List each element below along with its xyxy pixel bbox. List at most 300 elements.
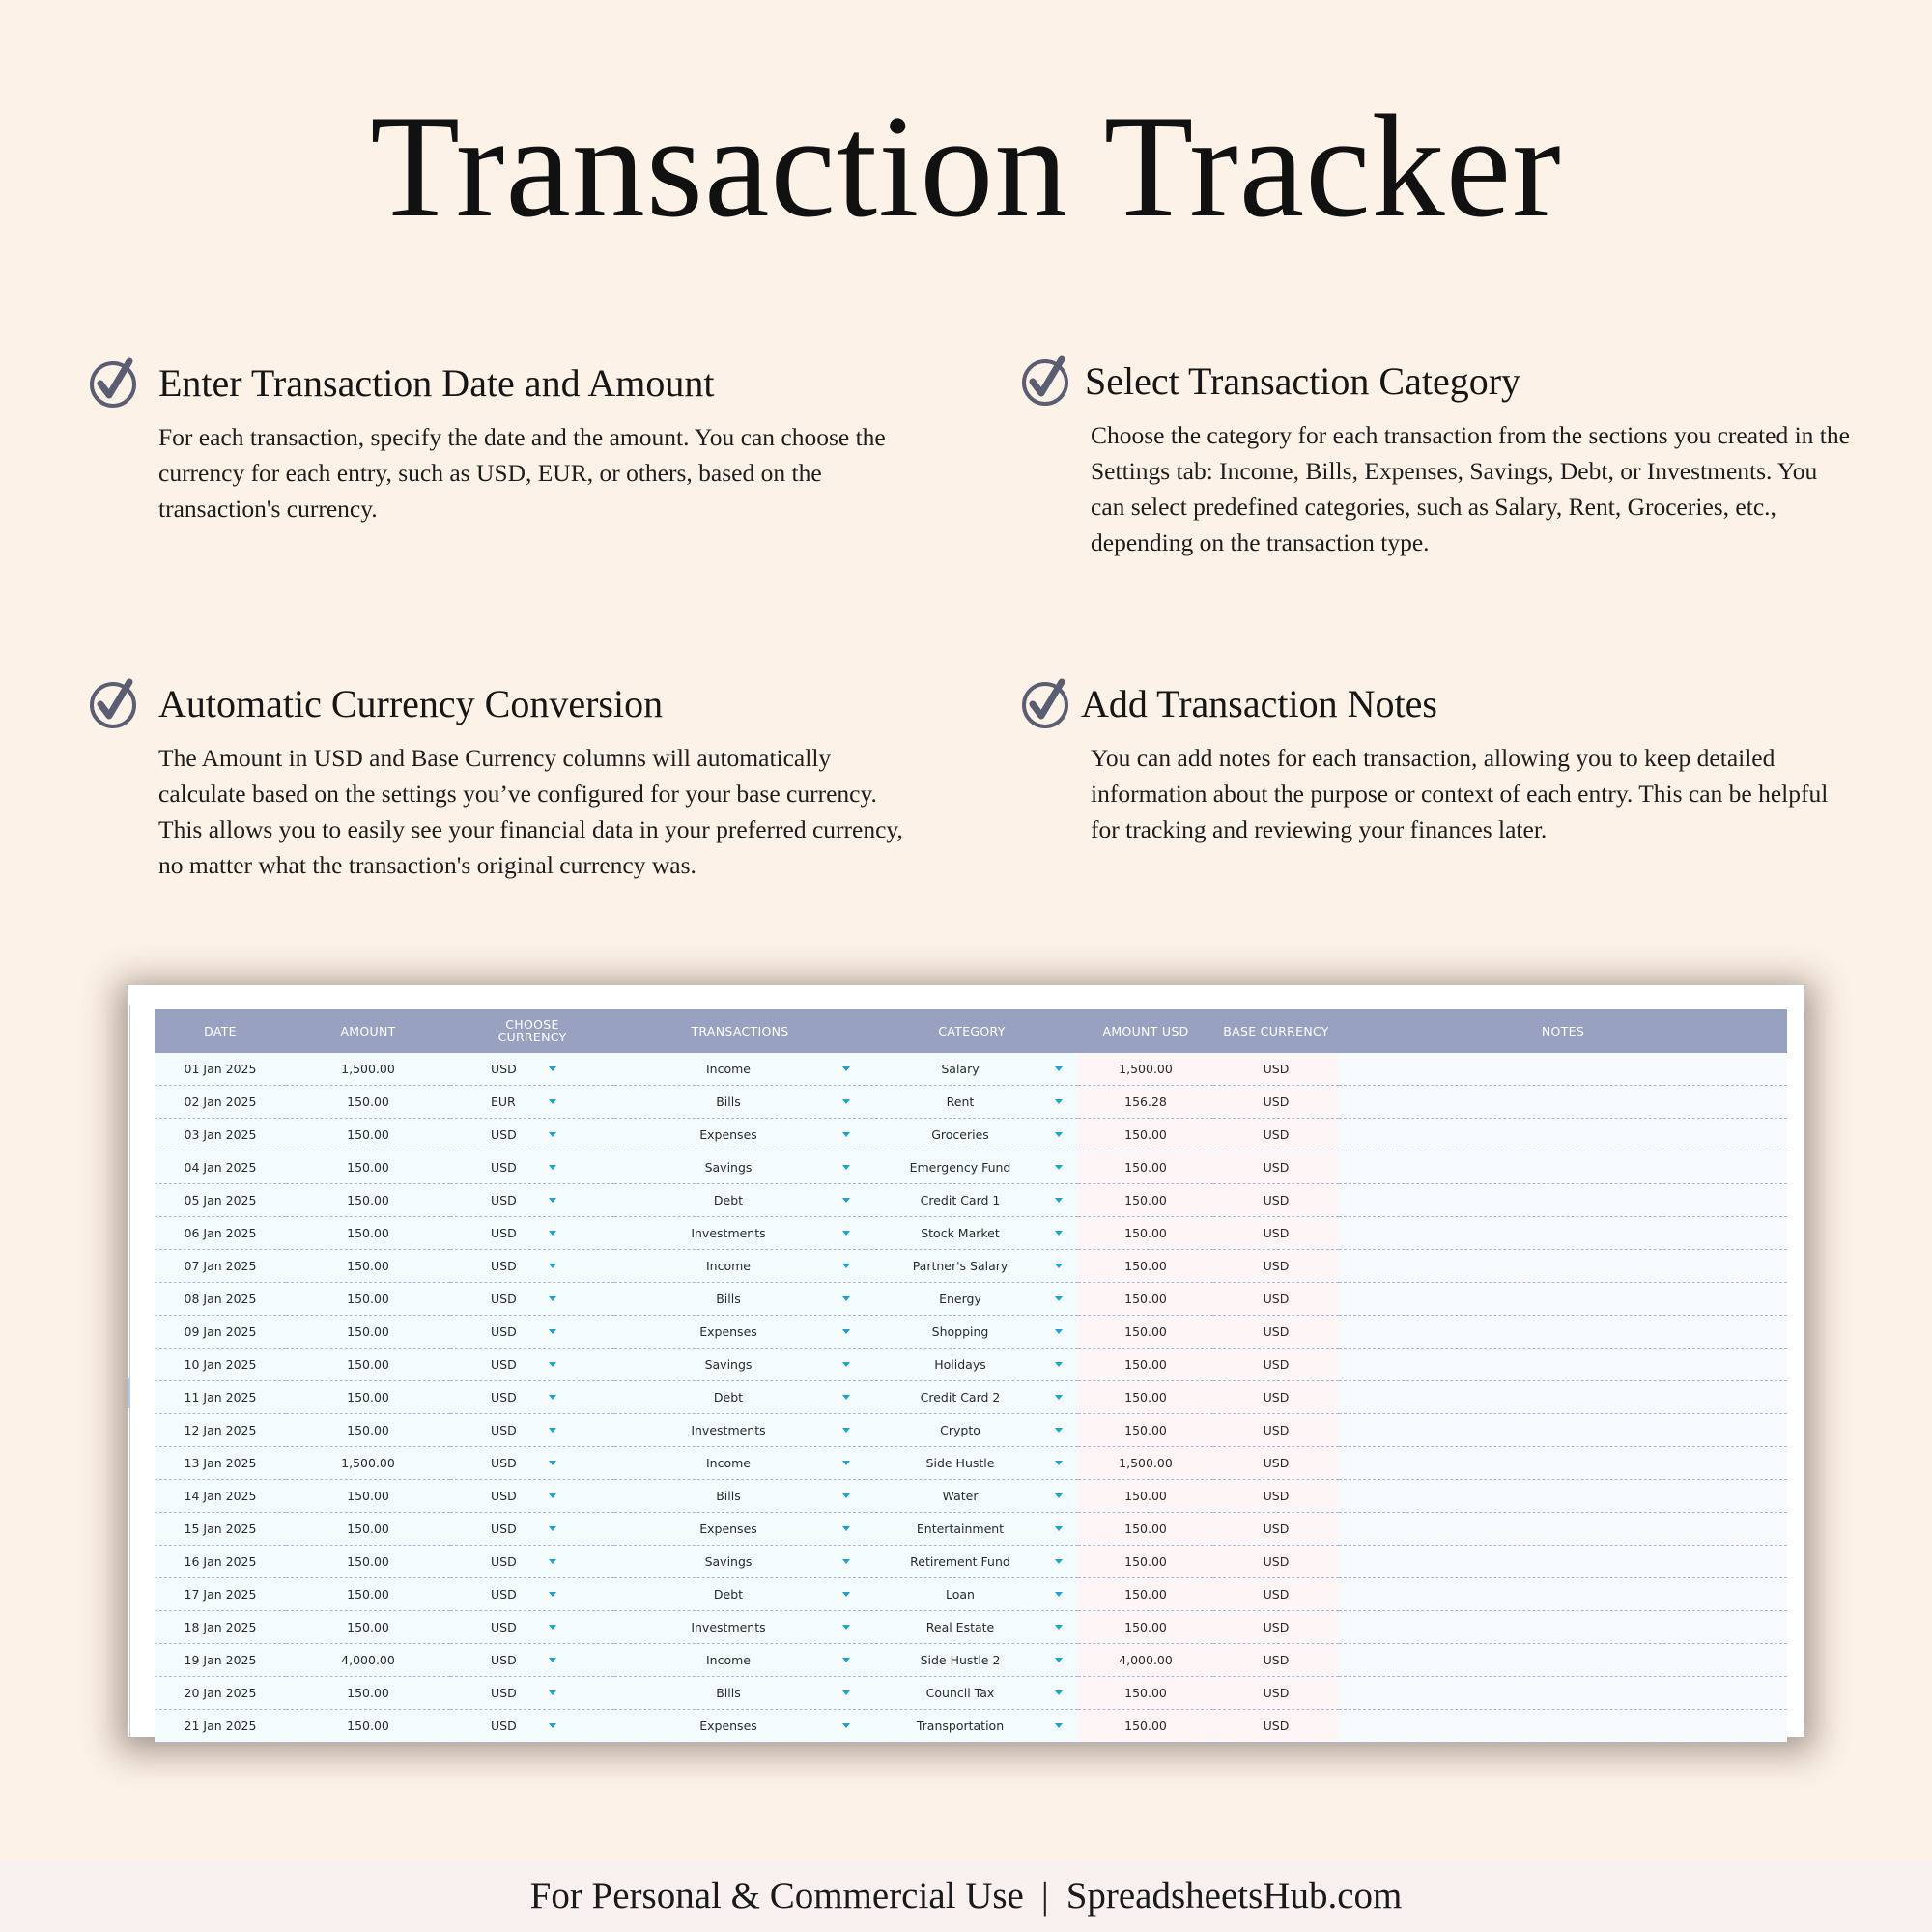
- currency-dropdown[interactable]: [450, 1283, 614, 1316]
- dropdown-arrow-icon[interactable]: [1055, 1296, 1063, 1301]
- transaction-type-dropdown[interactable]: [614, 1316, 866, 1349]
- date-cell[interactable]: 18 Jan 2025: [155, 1611, 286, 1644]
- category-dropdown[interactable]: [866, 1710, 1078, 1743]
- date-cell[interactable]: 01 Jan 2025: [155, 1053, 286, 1086]
- category-dropdown[interactable]: [866, 1250, 1078, 1283]
- check-circle-icon: [1021, 355, 1071, 406]
- amount-cell[interactable]: 4,000.00: [286, 1644, 450, 1677]
- currency-dropdown[interactable]: [450, 1250, 614, 1283]
- notes-cell[interactable]: [1339, 1611, 1787, 1644]
- transaction-type-dropdown[interactable]: [614, 1381, 866, 1414]
- currency-dropdown[interactable]: [450, 1513, 614, 1546]
- dropdown-arrow-icon[interactable]: [842, 1658, 850, 1662]
- dropdown-arrow-icon[interactable]: [842, 1329, 850, 1334]
- spreadsheet-preview: [128, 985, 1804, 1737]
- notes-cell[interactable]: [1339, 1447, 1787, 1480]
- notes-cell[interactable]: [1339, 1119, 1787, 1151]
- dropdown-arrow-icon[interactable]: [1055, 1559, 1063, 1564]
- dropdown-arrow-icon[interactable]: [549, 1559, 556, 1564]
- dropdown-arrow-icon[interactable]: [842, 1099, 850, 1104]
- currency-dropdown[interactable]: [450, 1710, 614, 1743]
- dropdown-arrow-icon[interactable]: [549, 1231, 556, 1236]
- table-row: [155, 1578, 1787, 1611]
- dropdown-value: Council Tax: [925, 1686, 995, 1700]
- dropdown-arrow-icon[interactable]: [1055, 1132, 1063, 1137]
- currency-dropdown[interactable]: [450, 1381, 614, 1414]
- date-cell[interactable]: 16 Jan 2025: [155, 1546, 286, 1578]
- dropdown-value: Savings: [704, 1357, 753, 1372]
- table-row: [155, 1283, 1787, 1316]
- amount-usd-cell: 150.00: [1078, 1250, 1213, 1283]
- date-cell[interactable]: 11 Jan 2025: [155, 1381, 286, 1414]
- table-row: [155, 1151, 1787, 1184]
- dropdown-arrow-icon[interactable]: [842, 1428, 850, 1433]
- transaction-type-dropdown[interactable]: [614, 1414, 866, 1447]
- dropdown-arrow-icon[interactable]: [842, 1723, 850, 1728]
- dropdown-value: Side Hustle: [925, 1456, 995, 1470]
- notes-cell[interactable]: [1339, 1480, 1787, 1513]
- currency-dropdown[interactable]: [450, 1480, 614, 1513]
- date-cell[interactable]: 05 Jan 2025: [155, 1184, 286, 1217]
- notes-cell[interactable]: [1339, 1184, 1787, 1217]
- amount-usd-cell: 150.00: [1078, 1151, 1213, 1184]
- table-row: [155, 1119, 1787, 1151]
- dropdown-value: USD: [491, 1456, 517, 1470]
- amount-usd-cell: 150.00: [1078, 1283, 1213, 1316]
- date-cell[interactable]: 07 Jan 2025: [155, 1250, 286, 1283]
- dropdown-value: Partner's Salary: [912, 1259, 1009, 1273]
- feature-body: The Amount in USD and Base Currency columns will automatically calculate based on the settings you’ve configured for your base currency. This allows you to easily see your financial data in your preferred currency, no matter what the transaction's original currency was.: [158, 744, 903, 879]
- currency-dropdown[interactable]: [450, 1578, 614, 1611]
- dropdown-arrow-icon[interactable]: [549, 1493, 556, 1498]
- transaction-type-dropdown[interactable]: [614, 1250, 866, 1283]
- transaction-type-dropdown[interactable]: [614, 1710, 866, 1743]
- dropdown-arrow-icon[interactable]: [1055, 1526, 1063, 1531]
- currency-dropdown[interactable]: [450, 1119, 614, 1151]
- amount-usd-cell: 150.00: [1078, 1119, 1213, 1151]
- dropdown-arrow-icon[interactable]: [842, 1461, 850, 1465]
- dropdown-arrow-icon[interactable]: [1055, 1231, 1063, 1236]
- table-row: [155, 1414, 1787, 1447]
- transaction-type-dropdown[interactable]: [614, 1086, 866, 1119]
- dropdown-arrow-icon[interactable]: [842, 1690, 850, 1695]
- amount-usd-cell: 150.00: [1078, 1677, 1213, 1710]
- date-cell[interactable]: 20 Jan 2025: [155, 1677, 286, 1710]
- date-cell[interactable]: 13 Jan 2025: [155, 1447, 286, 1480]
- amount-cell[interactable]: 150.00: [286, 1710, 450, 1743]
- amount-usd-cell: 150.00: [1078, 1184, 1213, 1217]
- footer-website-link[interactable]: SpreadsheetsHub.com: [1065, 1875, 1403, 1917]
- dropdown-arrow-icon[interactable]: [1055, 1362, 1063, 1367]
- category-dropdown[interactable]: [866, 1184, 1078, 1217]
- table-row: [155, 1217, 1787, 1250]
- amount-cell[interactable]: 150.00: [286, 1677, 450, 1710]
- dropdown-arrow-icon[interactable]: [549, 1723, 556, 1728]
- category-dropdown[interactable]: [866, 1119, 1078, 1151]
- dropdown-arrow-icon[interactable]: [842, 1493, 850, 1498]
- amount-cell[interactable]: 150.00: [286, 1119, 450, 1151]
- date-cell[interactable]: 10 Jan 2025: [155, 1349, 286, 1381]
- currency-dropdown[interactable]: [450, 1644, 614, 1677]
- currency-dropdown[interactable]: [450, 1414, 614, 1447]
- dropdown-value: Debt: [713, 1193, 744, 1208]
- transaction-type-dropdown[interactable]: [614, 1119, 866, 1151]
- base-currency-cell: USD: [1213, 1710, 1339, 1743]
- dropdown-arrow-icon[interactable]: [842, 1559, 850, 1564]
- notes-cell[interactable]: [1339, 1250, 1787, 1283]
- currency-dropdown[interactable]: [450, 1316, 614, 1349]
- dropdown-arrow-icon[interactable]: [842, 1592, 850, 1597]
- currency-dropdown[interactable]: [450, 1053, 614, 1086]
- date-cell[interactable]: 02 Jan 2025: [155, 1086, 286, 1119]
- currency-dropdown[interactable]: [450, 1447, 614, 1480]
- transaction-type-dropdown[interactable]: [614, 1644, 866, 1677]
- dropdown-value: USD: [491, 1062, 517, 1076]
- dropdown-arrow-icon[interactable]: [1055, 1723, 1063, 1728]
- amount-cell[interactable]: 150.00: [286, 1283, 450, 1316]
- amount-usd-cell: 150.00: [1078, 1316, 1213, 1349]
- check-circle-icon: [89, 357, 139, 408]
- amount-cell[interactable]: 150.00: [286, 1546, 450, 1578]
- dropdown-value: Side Hustle 2: [920, 1653, 1001, 1667]
- notes-cell[interactable]: [1339, 1513, 1787, 1546]
- base-currency-cell: USD: [1213, 1119, 1339, 1151]
- dropdown-value: Real Estate: [925, 1620, 995, 1634]
- category-dropdown[interactable]: [866, 1480, 1078, 1513]
- amount-cell[interactable]: 150.00: [286, 1513, 450, 1546]
- dropdown-value: USD: [491, 1653, 517, 1667]
- table-body: [155, 1053, 1787, 1743]
- table-row: [155, 1447, 1787, 1480]
- dropdown-arrow-icon[interactable]: [549, 1526, 556, 1531]
- base-currency-cell: USD: [1213, 1611, 1339, 1644]
- amount-cell[interactable]: 150.00: [286, 1151, 450, 1184]
- dropdown-value: USD: [491, 1620, 517, 1634]
- dropdown-value: EUR: [491, 1094, 516, 1109]
- dropdown-arrow-icon[interactable]: [1055, 1395, 1063, 1400]
- category-dropdown[interactable]: [866, 1086, 1078, 1119]
- amount-cell[interactable]: 150.00: [286, 1316, 450, 1349]
- feature-heading: Add Transaction Notes: [1081, 682, 1437, 725]
- dropdown-value: Bills: [716, 1686, 741, 1700]
- dropdown-value: Energy: [939, 1292, 981, 1306]
- feature-body: For each transaction, specify the date and the amount. You can choose the currency for each entry, such as USD, EUR, or others, based on the transaction's currency.: [158, 423, 886, 523]
- base-currency-cell: USD: [1213, 1546, 1339, 1578]
- feature-heading: Select Transaction Category: [1085, 359, 1521, 403]
- category-dropdown[interactable]: [866, 1644, 1078, 1677]
- dropdown-arrow-icon[interactable]: [549, 1066, 556, 1071]
- base-currency-cell: USD: [1213, 1349, 1339, 1381]
- dropdown-arrow-icon[interactable]: [549, 1264, 556, 1268]
- dropdown-value: USD: [491, 1160, 517, 1175]
- table-row: [155, 1513, 1787, 1546]
- date-cell[interactable]: 17 Jan 2025: [155, 1578, 286, 1611]
- dropdown-value: USD: [491, 1686, 517, 1700]
- category-dropdown[interactable]: [866, 1283, 1078, 1316]
- dropdown-arrow-icon[interactable]: [1055, 1461, 1063, 1465]
- amount-usd-cell: 1,500.00: [1078, 1053, 1213, 1086]
- amount-cell[interactable]: 1,500.00: [286, 1053, 450, 1086]
- dropdown-value: Credit Card 1: [920, 1193, 1001, 1208]
- notes-cell[interactable]: [1339, 1217, 1787, 1250]
- dropdown-value: Bills: [716, 1292, 741, 1306]
- notes-cell[interactable]: [1339, 1578, 1787, 1611]
- date-cell[interactable]: 19 Jan 2025: [155, 1644, 286, 1677]
- transaction-type-dropdown[interactable]: [614, 1349, 866, 1381]
- amount-cell[interactable]: 150.00: [286, 1611, 450, 1644]
- dropdown-arrow-icon[interactable]: [1055, 1165, 1063, 1170]
- dropdown-arrow-icon[interactable]: [549, 1395, 556, 1400]
- date-cell[interactable]: 15 Jan 2025: [155, 1513, 286, 1546]
- category-dropdown[interactable]: [866, 1677, 1078, 1710]
- transactions-table: [155, 1009, 1787, 1743]
- dropdown-value: Investments: [691, 1620, 766, 1634]
- dropdown-arrow-icon[interactable]: [1055, 1658, 1063, 1662]
- amount-cell[interactable]: 150.00: [286, 1480, 450, 1513]
- table-row: [155, 1086, 1787, 1119]
- dropdown-arrow-icon[interactable]: [1055, 1329, 1063, 1334]
- dropdown-value: Income: [706, 1653, 751, 1667]
- dropdown-arrow-icon[interactable]: [549, 1099, 556, 1104]
- notes-cell[interactable]: [1339, 1086, 1787, 1119]
- dropdown-arrow-icon[interactable]: [549, 1658, 556, 1662]
- dropdown-value: Savings: [704, 1554, 753, 1569]
- dropdown-value: Bills: [716, 1094, 741, 1109]
- table-row: [155, 1250, 1787, 1283]
- date-cell[interactable]: 04 Jan 2025: [155, 1151, 286, 1184]
- currency-dropdown[interactable]: [450, 1611, 614, 1644]
- dropdown-arrow-icon[interactable]: [549, 1362, 556, 1367]
- notes-cell[interactable]: [1339, 1349, 1787, 1381]
- dropdown-arrow-icon[interactable]: [549, 1625, 556, 1630]
- dropdown-value: Expenses: [699, 1521, 757, 1536]
- dropdown-arrow-icon[interactable]: [842, 1395, 850, 1400]
- notes-cell[interactable]: [1339, 1710, 1787, 1743]
- dropdown-value: Emergency Fund: [909, 1160, 1011, 1175]
- date-cell[interactable]: 12 Jan 2025: [155, 1414, 286, 1447]
- dropdown-value: Entertainment: [916, 1521, 1005, 1536]
- notes-cell[interactable]: [1339, 1283, 1787, 1316]
- footer-separator: |: [1040, 1875, 1049, 1917]
- amount-usd-cell: 150.00: [1078, 1546, 1213, 1578]
- dropdown-value: Expenses: [699, 1127, 757, 1142]
- notes-cell[interactable]: [1339, 1151, 1787, 1184]
- dropdown-arrow-icon[interactable]: [842, 1296, 850, 1301]
- dropdown-arrow-icon[interactable]: [842, 1231, 850, 1236]
- dropdown-value: Loan: [946, 1587, 975, 1602]
- dropdown-arrow-icon[interactable]: [842, 1165, 850, 1170]
- transaction-type-dropdown[interactable]: [614, 1611, 866, 1644]
- dropdown-value: Expenses: [699, 1324, 757, 1339]
- dropdown-arrow-icon[interactable]: [1055, 1264, 1063, 1268]
- date-cell[interactable]: 21 Jan 2025: [155, 1710, 286, 1743]
- category-dropdown[interactable]: [866, 1349, 1078, 1381]
- amount-usd-cell: 150.00: [1078, 1710, 1213, 1743]
- dropdown-arrow-icon[interactable]: [1055, 1099, 1063, 1104]
- category-dropdown[interactable]: [866, 1611, 1078, 1644]
- dropdown-arrow-icon[interactable]: [549, 1198, 556, 1203]
- category-dropdown[interactable]: [866, 1546, 1078, 1578]
- amount-cell[interactable]: 150.00: [286, 1250, 450, 1283]
- dropdown-value: USD: [491, 1719, 517, 1733]
- dropdown-arrow-icon[interactable]: [842, 1132, 850, 1137]
- dropdown-value: USD: [491, 1489, 517, 1503]
- dropdown-arrow-icon[interactable]: [549, 1296, 556, 1301]
- dropdown-value: Groceries: [931, 1127, 989, 1142]
- category-dropdown[interactable]: [866, 1381, 1078, 1414]
- dropdown-value: Investments: [691, 1423, 766, 1437]
- amount-cell[interactable]: 150.00: [286, 1184, 450, 1217]
- dropdown-arrow-icon[interactable]: [1055, 1066, 1063, 1071]
- notes-cell[interactable]: [1339, 1414, 1787, 1447]
- dropdown-value: Stock Market: [921, 1226, 1000, 1240]
- dropdown-value: Income: [706, 1259, 751, 1273]
- header-base-currency: BASE CURRENCY: [1213, 1009, 1339, 1053]
- category-dropdown[interactable]: [866, 1151, 1078, 1184]
- dropdown-arrow-icon[interactable]: [842, 1066, 850, 1071]
- dropdown-value: Investments: [691, 1226, 766, 1240]
- amount-usd-cell: 4,000.00: [1078, 1644, 1213, 1677]
- header-category: CATEGORY: [866, 1009, 1078, 1053]
- base-currency-cell: USD: [1213, 1644, 1339, 1677]
- notes-cell[interactable]: [1339, 1546, 1787, 1578]
- dropdown-arrow-icon[interactable]: [549, 1428, 556, 1433]
- dropdown-arrow-icon[interactable]: [842, 1264, 850, 1268]
- transaction-type-dropdown[interactable]: [614, 1151, 866, 1184]
- dropdown-arrow-icon[interactable]: [842, 1526, 850, 1531]
- amount-cell[interactable]: 150.00: [286, 1578, 450, 1611]
- dropdown-value: Savings: [704, 1160, 753, 1175]
- dropdown-arrow-icon[interactable]: [842, 1362, 850, 1367]
- feature-heading: Automatic Currency Conversion: [158, 682, 664, 725]
- dropdown-value: USD: [491, 1587, 517, 1602]
- dropdown-arrow-icon[interactable]: [1055, 1592, 1063, 1597]
- amount-usd-cell: 150.00: [1078, 1513, 1213, 1546]
- dropdown-arrow-icon[interactable]: [549, 1690, 556, 1695]
- dropdown-value: Holidays: [934, 1357, 986, 1372]
- table-row: [155, 1349, 1787, 1381]
- dropdown-arrow-icon[interactable]: [549, 1461, 556, 1465]
- base-currency-cell: USD: [1213, 1381, 1339, 1414]
- table-row: [155, 1546, 1787, 1578]
- category-dropdown[interactable]: [866, 1447, 1078, 1480]
- dropdown-value: Bills: [716, 1489, 741, 1503]
- base-currency-cell: USD: [1213, 1053, 1339, 1086]
- currency-dropdown[interactable]: [450, 1546, 614, 1578]
- dropdown-value: USD: [491, 1324, 517, 1339]
- amount-cell[interactable]: 1,500.00: [286, 1447, 450, 1480]
- amount-cell[interactable]: 150.00: [286, 1086, 450, 1119]
- currency-dropdown[interactable]: [450, 1151, 614, 1184]
- transaction-type-dropdown[interactable]: [614, 1480, 866, 1513]
- feature-heading: Enter Transaction Date and Amount: [158, 361, 715, 405]
- category-dropdown[interactable]: [866, 1414, 1078, 1447]
- currency-dropdown[interactable]: [450, 1184, 614, 1217]
- transaction-type-dropdown[interactable]: [614, 1578, 866, 1611]
- transaction-type-dropdown[interactable]: [614, 1447, 866, 1480]
- amount-cell[interactable]: 150.00: [286, 1217, 450, 1250]
- base-currency-cell: USD: [1213, 1414, 1339, 1447]
- amount-cell[interactable]: 150.00: [286, 1414, 450, 1447]
- sheet-left-border: [129, 1005, 130, 1737]
- amount-cell[interactable]: 150.00: [286, 1381, 450, 1414]
- dropdown-value: USD: [491, 1390, 517, 1405]
- transaction-type-dropdown[interactable]: [614, 1184, 866, 1217]
- transaction-type-dropdown[interactable]: [614, 1546, 866, 1578]
- dropdown-arrow-icon[interactable]: [842, 1198, 850, 1203]
- dropdown-arrow-icon[interactable]: [549, 1132, 556, 1137]
- dropdown-arrow-icon[interactable]: [549, 1165, 556, 1170]
- notes-cell[interactable]: [1339, 1644, 1787, 1677]
- category-dropdown[interactable]: [866, 1316, 1078, 1349]
- amount-cell[interactable]: 150.00: [286, 1349, 450, 1381]
- currency-dropdown[interactable]: [450, 1217, 614, 1250]
- feature-body: Choose the category for each transaction from the sections you created in the Settings tab: Income, Bills, Expenses, Savings, Debt, or Investments. You can select predefined categories, such as Salary, Rent, Groceries, etc., depending on the transaction type.: [1091, 421, 1850, 556]
- currency-dropdown[interactable]: [450, 1349, 614, 1381]
- table-row: [155, 1316, 1787, 1349]
- date-cell[interactable]: 08 Jan 2025: [155, 1283, 286, 1316]
- amount-usd-cell: 150.00: [1078, 1217, 1213, 1250]
- table-row: [155, 1611, 1787, 1644]
- dropdown-arrow-icon[interactable]: [549, 1592, 556, 1597]
- base-currency-cell: USD: [1213, 1086, 1339, 1119]
- transaction-type-dropdown[interactable]: [614, 1677, 866, 1710]
- date-cell[interactable]: 03 Jan 2025: [155, 1119, 286, 1151]
- category-dropdown[interactable]: [866, 1217, 1078, 1250]
- notes-cell[interactable]: [1339, 1677, 1787, 1710]
- transaction-type-dropdown[interactable]: [614, 1217, 866, 1250]
- dropdown-arrow-icon[interactable]: [1055, 1198, 1063, 1203]
- dropdown-value: Income: [706, 1456, 751, 1470]
- category-dropdown[interactable]: [866, 1513, 1078, 1546]
- notes-cell[interactable]: [1339, 1316, 1787, 1349]
- date-cell[interactable]: 09 Jan 2025: [155, 1316, 286, 1349]
- footer: [0, 1861, 1932, 1932]
- base-currency-cell: USD: [1213, 1184, 1339, 1217]
- dropdown-arrow-icon[interactable]: [1055, 1493, 1063, 1498]
- check-circle-icon: [89, 678, 139, 728]
- dropdown-arrow-icon[interactable]: [1055, 1428, 1063, 1433]
- dropdown-value: Income: [706, 1062, 751, 1076]
- dropdown-value: USD: [491, 1423, 517, 1437]
- category-dropdown[interactable]: [866, 1578, 1078, 1611]
- date-cell[interactable]: 14 Jan 2025: [155, 1480, 286, 1513]
- base-currency-cell: USD: [1213, 1578, 1339, 1611]
- amount-usd-cell: 150.00: [1078, 1611, 1213, 1644]
- dropdown-arrow-icon[interactable]: [842, 1625, 850, 1630]
- table-header-row: [155, 1009, 1787, 1053]
- notes-cell[interactable]: [1339, 1381, 1787, 1414]
- dropdown-value: USD: [491, 1554, 517, 1569]
- currency-dropdown[interactable]: [450, 1086, 614, 1119]
- table-row: [155, 1381, 1787, 1414]
- header-date: DATE: [155, 1009, 286, 1053]
- currency-dropdown[interactable]: [450, 1677, 614, 1710]
- amount-usd-cell: 150.00: [1078, 1381, 1213, 1414]
- notes-cell[interactable]: [1339, 1053, 1787, 1086]
- transaction-type-dropdown[interactable]: [614, 1053, 866, 1086]
- transaction-type-dropdown[interactable]: [614, 1283, 866, 1316]
- dropdown-arrow-icon[interactable]: [1055, 1690, 1063, 1695]
- table-row: [155, 1710, 1787, 1743]
- dropdown-value: USD: [491, 1127, 517, 1142]
- transaction-type-dropdown[interactable]: [614, 1513, 866, 1546]
- dropdown-arrow-icon[interactable]: [549, 1329, 556, 1334]
- date-cell[interactable]: 06 Jan 2025: [155, 1217, 286, 1250]
- dropdown-value: USD: [491, 1357, 517, 1372]
- category-dropdown[interactable]: [866, 1053, 1078, 1086]
- dropdown-arrow-icon[interactable]: [1055, 1625, 1063, 1630]
